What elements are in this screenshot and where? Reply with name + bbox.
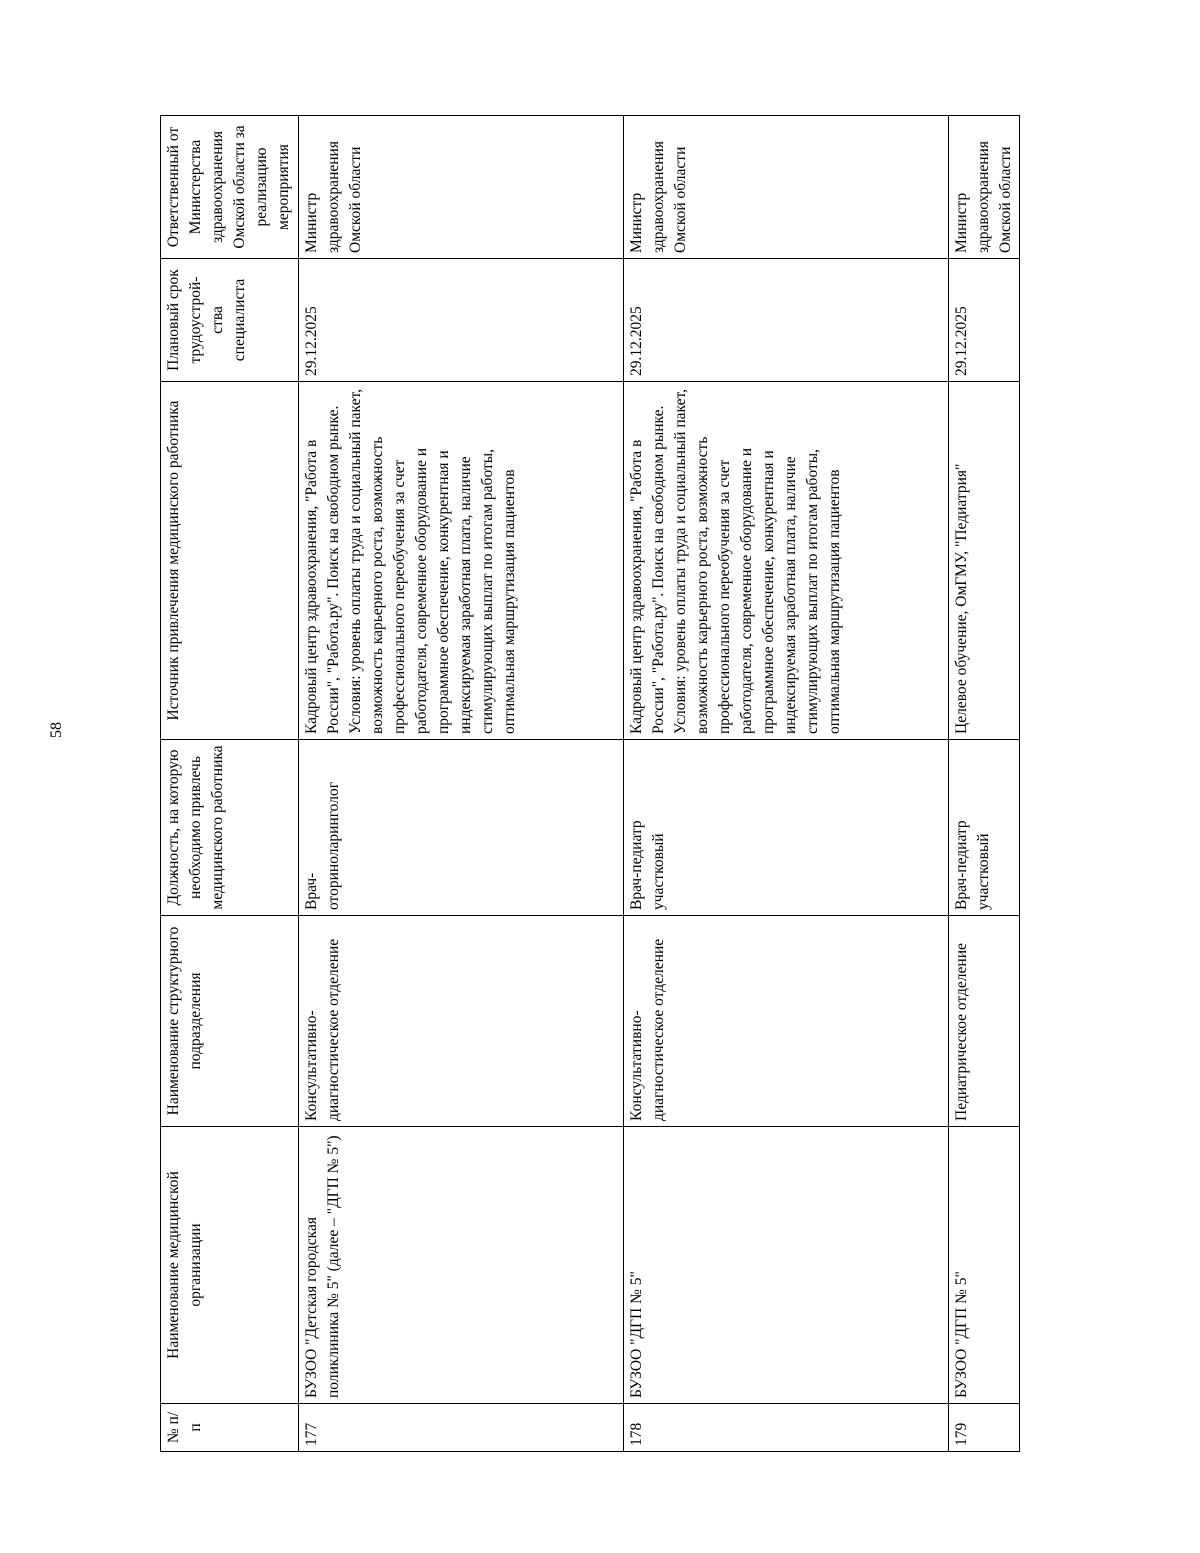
cell-deadline: 29.12.2025 [624,259,949,382]
page-number: 58 [48,722,65,738]
header-number: № п/п [161,1404,299,1452]
cell-department: Консультативно-диагностическое отделение [624,916,949,1127]
cell-source: Кадровый центр здравоохранения, "Работа в России", "Работа.ру". Поиск на свободном рынке. Условия: уровень оплаты труда и социальный пакет, возможность карьерного роста, возможность профессионального переобучения за счет работодателя, современное оборудование и программное обеспечение, конкурентная и индексируемая заработная плата, наличие стимулирующих выплат по итогам работы, оптимальная маршрутизация пациентов [624,382,949,740]
staffing-table-container [160,116,1020,1452]
header-deadline: Плановый срок трудоустрой-ства специалиста [161,259,299,382]
cell-organization: БУЗОО "ДГП № 5" [949,1127,1020,1404]
cell-position: Врач-педиатр участковый [949,740,1020,916]
header-source: Источник привлечения медицинского работника [161,382,299,740]
cell-responsible: Министр здравоохранения Омской области [299,116,624,259]
cell-deadline: 29.12.2025 [299,259,624,382]
table-row [624,116,949,1452]
table-row [299,116,624,1452]
cell-responsible: Министр здравоохранения Омской области [624,116,949,259]
header-position: Должность, на которую необходимо привлечь медицинского работника [161,740,299,916]
cell-source: Целевое обучение, ОмГМУ, "Педиатрия" [949,382,1020,740]
cell-source: Кадровый центр здравоохранения, "Работа в России", "Работа.ру". Поиск на свободном рынке. Условия: уровень оплаты труда и социальный пакет, возможность карьерного роста, возможность профессионального переобучения за счет работодателя, современное оборудование и программное обеспечение, конкурентная и индексируемая заработная плата, наличие стимулирующих выплат по итогам работы, оптимальная маршрутизация пациентов [299,382,624,740]
cell-department: Педиатрическое отделение [949,916,1020,1127]
cell-organization: БУЗОО "ДГП № 5" [624,1127,949,1404]
table-row [949,116,1020,1452]
cell-deadline: 29.12.2025 [949,259,1020,382]
cell-organization: БУЗОО "Детская городская поликлиника № 5" (далее – "ДГП № 5") [299,1127,624,1404]
cell-number: 177 [299,1404,624,1452]
table-header-row [161,116,299,1452]
staffing-table [160,115,1020,1452]
header-department: Наименование структурного подразделения [161,916,299,1127]
cell-number: 178 [624,1404,949,1452]
cell-position: Врач-оториноларинголог [299,740,624,916]
cell-responsible: Министр здравоохранения Омской области [949,116,1020,259]
cell-department: Консультативно-диагностическое отделение [299,916,624,1127]
header-organization: Наименование медицинской организации [161,1127,299,1404]
cell-position: Врач-педиатр участковый [624,740,949,916]
header-responsible: Ответственный от Министерства здравоохранения Омской области за реализацию мероприятия [161,116,299,259]
cell-number: 179 [949,1404,1020,1452]
